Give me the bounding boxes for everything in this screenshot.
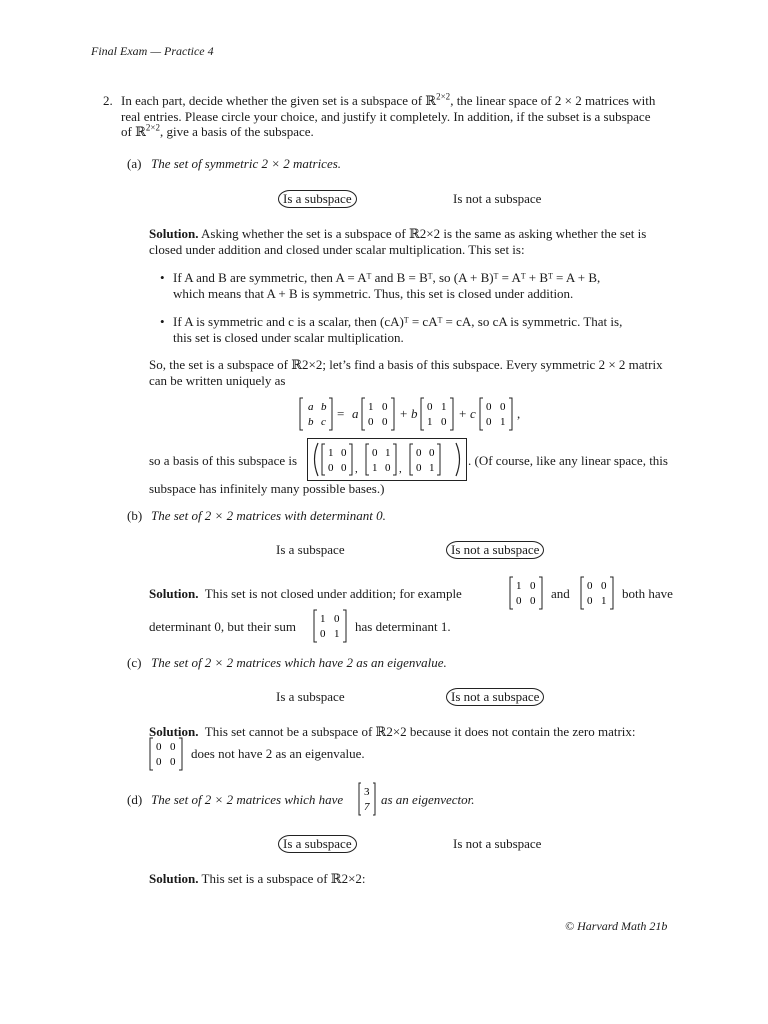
bullet-dot: • xyxy=(160,314,165,329)
part-d-label: (d) xyxy=(127,792,143,807)
svg-text:0: 0 xyxy=(372,447,378,459)
problem-intro-line1: In each part, decide whether the given set is a subspace of ℝ$^{2\times 2}$, the linear space of 2 × 2 matrices with xyxy=(121,91,656,108)
svg-text:0: 0 xyxy=(429,447,435,459)
plus-sign: + xyxy=(459,406,467,421)
svg-text:1: 1 xyxy=(427,416,433,428)
problem-intro-line2: real entries. Please circle your choice, and justify it completely. In addition, if the subset is a subspace xyxy=(121,109,651,124)
comma: , xyxy=(517,406,521,421)
basis-pre-text: so a basis of this subspace is xyxy=(149,453,298,468)
part-b-solution-line2a: determinant 0, but their sum xyxy=(149,619,296,634)
eigenvector-y: 7 xyxy=(364,801,370,813)
svg-text:,: , xyxy=(355,463,358,475)
part-c-choice-not-subspace[interactable]: Is not a subspace xyxy=(446,688,544,706)
part-a-para-line1: So, the set is a subspace of ℝ2×2; let’s find a basis of this subspace. Every symmetric 2 × 2 matrix xyxy=(149,357,663,372)
part-a-choice-not-subspace[interactable]: Is not a subspace xyxy=(453,191,542,206)
part-b-label: (b) xyxy=(127,508,143,523)
coef-b: b xyxy=(411,406,418,421)
svg-text:0: 0 xyxy=(368,416,374,428)
part-b-both-have: both have xyxy=(622,586,673,601)
svg-text:0: 0 xyxy=(334,613,340,625)
eigenvector xyxy=(358,782,376,820)
sum-matrix xyxy=(313,609,347,647)
part-d-choice-subspace[interactable]: Is a subspace xyxy=(278,835,357,853)
svg-text:,: , xyxy=(399,463,402,475)
problem-number: 2. xyxy=(103,93,113,108)
svg-text:0: 0 xyxy=(427,401,433,413)
part-a-label: (a) xyxy=(127,156,142,171)
svg-text:1: 1 xyxy=(441,401,447,413)
part-b-and: and xyxy=(551,586,570,601)
svg-text:0: 0 xyxy=(341,462,347,474)
part-b-choice-subspace[interactable]: Is a subspace xyxy=(276,542,345,557)
plus-sign: + xyxy=(400,406,408,421)
bullet1-line2: which means that A + B is symmetric. Thus, this set is closed under addition. xyxy=(173,286,574,301)
part-d-choice-not-subspace[interactable]: Is not a subspace xyxy=(453,836,542,851)
coef-a: a xyxy=(352,406,359,421)
bullet2-line1: If A is symmetric and c is a scalar, then (cA)ᵀ = cAᵀ = cA, so cA is symmetric. That is, xyxy=(173,314,623,329)
svg-text:c: c xyxy=(321,416,326,428)
part-a-solution-line1: Solution. Asking whether the set is a subspace of ℝ2×2 is the same as asking whether the set is xyxy=(149,226,647,241)
part-b-solution-line2b: has determinant 1. xyxy=(355,619,451,634)
svg-text:1: 1 xyxy=(372,462,378,474)
svg-text:b: b xyxy=(321,401,327,413)
part-d-prompt-post: as an eigenvector. xyxy=(381,792,475,807)
svg-text:1: 1 xyxy=(500,416,506,428)
part-c-solution-line1: Solution. This set cannot be a subspace of ℝ2×2 because it does not contain the zero matrix: xyxy=(149,724,636,739)
svg-text:0: 0 xyxy=(328,462,334,474)
svg-text:0: 0 xyxy=(587,595,593,607)
bullet1-line1: If A and B are symmetric, then A = Aᵀ and B = Bᵀ, so (A + B)ᵀ = Aᵀ + Bᵀ = A + B, xyxy=(173,270,601,285)
part-a-choice-subspace[interactable]: Is a subspace xyxy=(278,190,357,208)
svg-text:0: 0 xyxy=(385,462,391,474)
svg-text:0: 0 xyxy=(441,416,447,428)
svg-text:0: 0 xyxy=(341,447,347,459)
equals-sign: = xyxy=(337,406,345,421)
coef-c: c xyxy=(470,406,476,421)
svg-text:0: 0 xyxy=(530,595,536,607)
matrix-offdiag xyxy=(420,397,454,435)
svg-text:0: 0 xyxy=(156,741,162,753)
basis-post-text: . (Of course, like any linear space, this xyxy=(468,453,668,468)
example-matrix-2 xyxy=(580,576,614,614)
svg-text:0: 0 xyxy=(416,447,422,459)
matrix-symmetric xyxy=(299,397,333,435)
part-c-prompt: The set of 2 × 2 matrices which have 2 as an eigenvalue. xyxy=(151,655,447,670)
basis-boxed xyxy=(307,438,467,481)
svg-text:0: 0 xyxy=(382,401,388,413)
svg-text:0: 0 xyxy=(382,416,388,428)
part-a-solution-line2: closed under addition and closed under scalar multiplication. This set is: xyxy=(149,242,525,257)
problem-intro-line3: of ℝ$^{2\times 2}$, give a basis of the subspace. xyxy=(121,122,314,139)
svg-text:0: 0 xyxy=(170,756,176,768)
part-c-choice-subspace[interactable]: Is a subspace xyxy=(276,689,345,704)
svg-text:b: b xyxy=(308,416,314,428)
svg-text:0: 0 xyxy=(601,580,607,592)
svg-text:1: 1 xyxy=(429,462,435,474)
part-a-prompt: The set of symmetric 2 × 2 matrices. xyxy=(151,156,342,171)
svg-text:0: 0 xyxy=(486,401,492,413)
svg-text:1: 1 xyxy=(368,401,374,413)
svg-text:1: 1 xyxy=(328,447,334,459)
part-b-solution-line1: Solution. This set is not closed under addition; for example xyxy=(149,586,462,601)
part-b-prompt: The set of 2 × 2 matrices with determinant 0. xyxy=(151,508,386,523)
svg-text:0: 0 xyxy=(320,628,326,640)
svg-text:1: 1 xyxy=(320,613,326,625)
part-b-choice-not-subspace[interactable]: Is not a subspace xyxy=(446,541,544,559)
basis-line2: subspace has infinitely many possible bases.) xyxy=(149,481,385,496)
svg-text:0: 0 xyxy=(530,580,536,592)
example-matrix-1 xyxy=(509,576,543,614)
svg-text:a: a xyxy=(308,401,314,413)
part-c-solution-line2: does not have 2 as an eigenvalue. xyxy=(191,746,365,761)
page-header: Final Exam — Practice 4 xyxy=(91,44,214,58)
zero-matrix xyxy=(149,737,183,775)
part-c-label: (c) xyxy=(127,655,142,670)
svg-text:1: 1 xyxy=(334,628,340,640)
equation-decomposition xyxy=(299,397,529,431)
svg-text:0: 0 xyxy=(486,416,492,428)
part-d-solution-line1: Solution. This set is a subspace of ℝ2×2: xyxy=(149,871,366,886)
svg-text:1: 1 xyxy=(385,447,391,459)
svg-text:0: 0 xyxy=(170,741,176,753)
svg-text:0: 0 xyxy=(416,462,422,474)
svg-text:1: 1 xyxy=(601,595,607,607)
bullet2-line2: this set is closed under scalar multiplication. xyxy=(173,330,404,345)
svg-text:0: 0 xyxy=(500,401,506,413)
footer-copyright: © Harvard Math 21b xyxy=(565,919,668,933)
bullet-dot: • xyxy=(160,270,165,285)
svg-text:0: 0 xyxy=(516,595,522,607)
svg-text:0: 0 xyxy=(587,580,593,592)
matrix-e11 xyxy=(361,397,395,435)
svg-text:0: 0 xyxy=(156,756,162,768)
matrix-e22 xyxy=(479,397,513,435)
eigenvector-x: 3 xyxy=(364,786,370,798)
svg-text:1: 1 xyxy=(516,580,522,592)
part-d-prompt-pre: The set of 2 × 2 matrices which have xyxy=(151,792,344,807)
part-a-para-line2: can be written uniquely as xyxy=(149,373,286,388)
